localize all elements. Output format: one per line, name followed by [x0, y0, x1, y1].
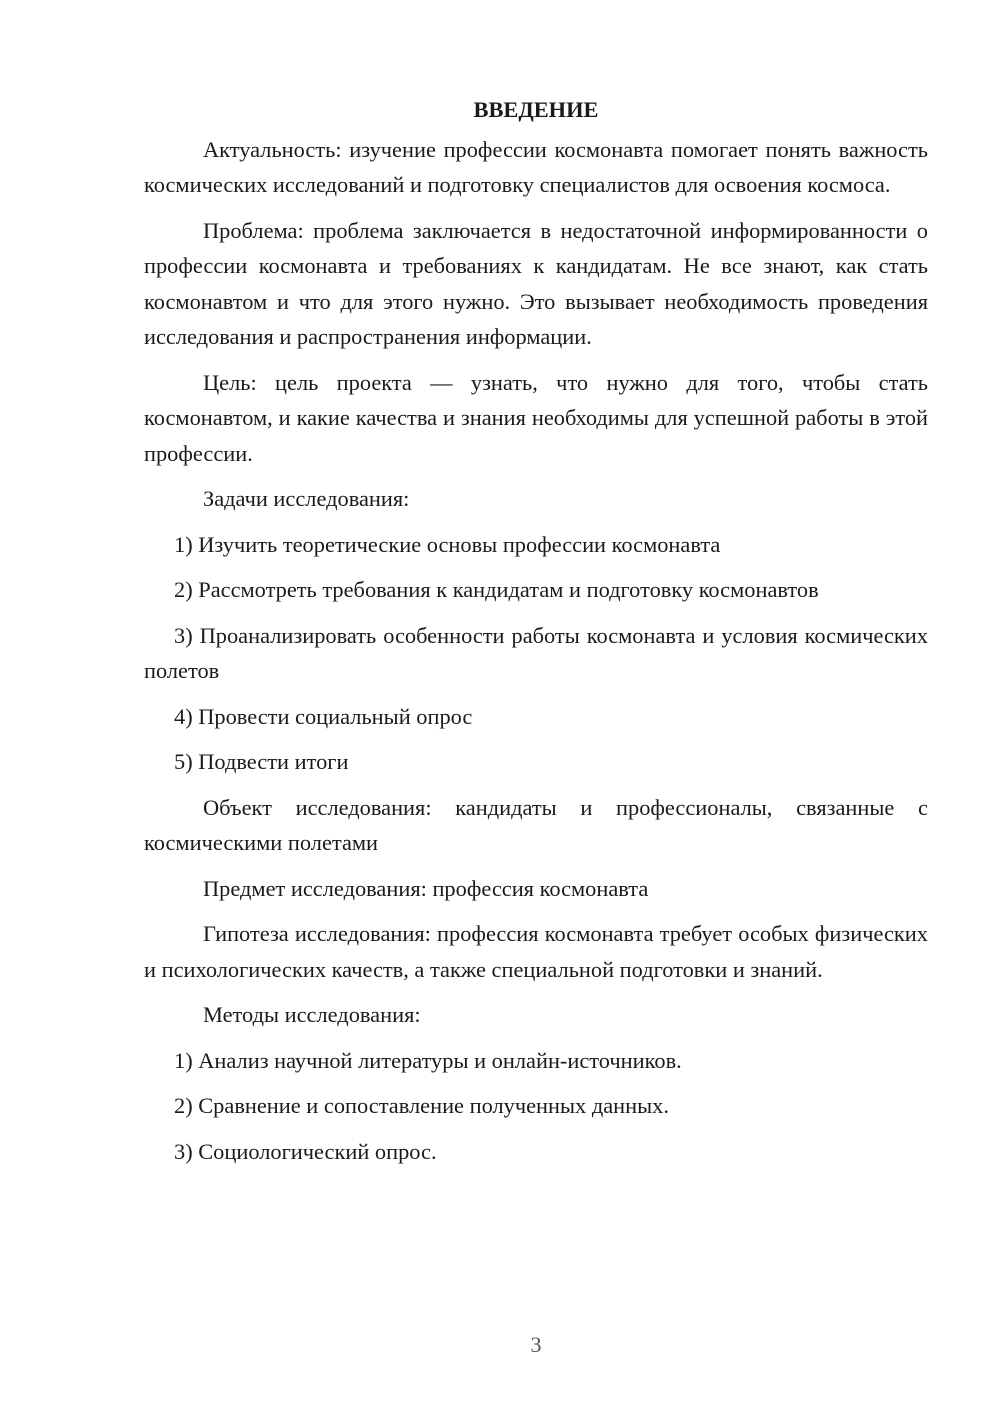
- list-item: 3) Проанализировать особенности работы космонавта и условия космических полетов: [144, 622, 928, 683]
- tasks-heading: Задачи исследования:: [203, 486, 410, 511]
- list-item: 5) Подвести итоги: [174, 749, 349, 774]
- list-item: 1) Анализ научной литературы и онлайн-источников.: [174, 1047, 682, 1073]
- methods-list: [144, 1043, 928, 1170]
- list-item: 3) Социологический опрос.: [174, 1138, 437, 1164]
- hypothesis-paragraph: Гипотеза исследования: профессия космонавта требует особых физических и психологических качеств, а также специальной подготовки и знаний.: [144, 921, 928, 982]
- list-item: 2) Сравнение и сопоставление полученных данных.: [174, 1093, 669, 1118]
- tasks-list: [144, 527, 928, 780]
- methods-heading: Методы исследования:: [203, 1002, 421, 1027]
- page-number: 3: [530, 1332, 542, 1357]
- subject-paragraph: Предмет исследования: профессия космонавта: [203, 875, 649, 901]
- relevance-paragraph: Актуальность: изучение профессии космонавта помогает понять важность космических исследований и подготовку специалистов для освоения космоса.: [144, 136, 928, 197]
- list-item: 4) Провести социальный опрос: [174, 703, 473, 729]
- page-title: ВВЕДЕНИЕ: [473, 97, 599, 122]
- list-item: 1) Изучить теоретические основы профессии космонавта: [174, 531, 721, 557]
- object-paragraph: Объект исследования: кандидаты и профессионалы, связанные с космическими полетами: [144, 794, 928, 855]
- problem-paragraph: Проблема: проблема заключается в недостаточной информированности о профессии космонавта и требованиях к кандидатам. Не все знают, как стать космонавтом и что для этого нужно. Это вызывает необходимость проведения исследования и распространения информации.: [144, 217, 928, 349]
- document-page: [144, 92, 928, 1179]
- list-item: 2) Рассмотреть требования к кандидатам и подготовку космонавтов: [174, 577, 819, 602]
- goal-paragraph: Цель: цель проекта — узнать, что нужно для того, чтобы стать космонавтом, и какие качества и знания необходимы для успешной работы в этой профессии.: [144, 369, 928, 466]
